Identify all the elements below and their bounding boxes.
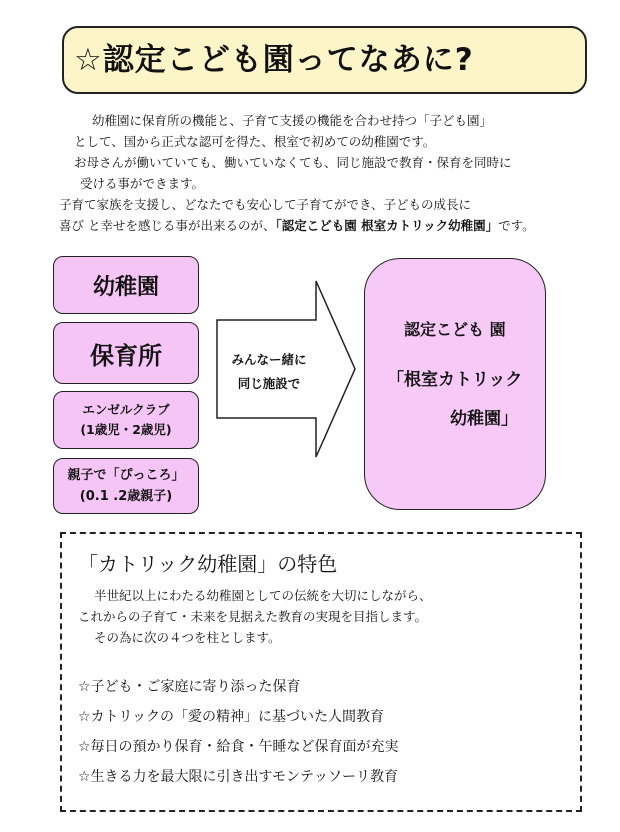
nursery-box [53,322,199,384]
intro-line-prefix: 喜び と幸せを感じる事が出来るのが、 [59,218,276,233]
arrow-caption-line: みんなー緒に [231,352,307,367]
features-list [78,672,399,792]
pikkoro-ages: (0.1 .2歳親子) [79,489,173,504]
certified-title: 認定こども 園 [404,320,506,339]
intro-line: 子育て家族を支援し、どなたでも安心して子育てができ、子どもの成長に [59,197,472,212]
intro-line: お母さんが働いていても、働いていなくても、同じ施設で教育・保育を同時に [74,155,512,170]
arrow-caption-line: 同じ施設で [237,376,301,391]
kindergarten-box [53,256,199,314]
intro-line: として、国から正式な認可を得た、根室で初めての幼稚園です。 [74,134,436,149]
angel-club-ages: (1歳児・2歳児) [80,422,172,437]
features-desc-line: その為に次の４つを柱とします。 [94,630,281,645]
angel-club-label: エンゼルクラブ [82,402,170,417]
intro-line: 幼稚園に保育所の機能と、子育て支援の機能を合わせ持つ「子ども園」 [92,113,493,128]
school-name-line1: 「根室カトリック [387,370,523,390]
feature-item: ☆子ども・ご家庭に寄り添った保育 [78,679,301,695]
features-title: 「カトリック幼稚園」の特色 [78,552,338,576]
school-name-line2: 幼稚園」 [450,409,518,429]
feature-item: ☆生きる力を最大限に引き出すモンテッソーリ教育 [78,769,398,785]
angel-club-box [53,391,199,449]
pikkoro-box [53,458,199,514]
intro-line-suffix: です。 [498,218,535,233]
pikkoro-label: 親子で「ぴっころ」 [67,468,185,483]
features-desc-line: これからの子育て・未来を見据えた教育の実現を目指します。 [78,609,428,624]
arrow-caption [214,348,324,396]
intro-line: 受ける事ができます。 [80,176,205,191]
feature-item: ☆カトリックの「愛の精神」に基づいた人間教育 [78,709,384,725]
page-title: ☆認定こども園ってなあに? [74,42,474,78]
intro-paragraph [40,110,600,236]
feature-item: ☆毎日の預かり保育・給食・午睡など保育面が充実 [78,739,399,755]
nursery-label: 保育所 [90,341,162,370]
features-desc-line: 半世紀以上にわたる幼稚園としての伝統を大切にしながら、 [94,588,432,603]
intro-line-bold: 「認定こども園 根室カトリック幼稚園」 [275,218,499,233]
features-description [78,585,432,648]
kindergarten-label: 幼稚園 [92,274,159,300]
intro-line [40,215,600,236]
